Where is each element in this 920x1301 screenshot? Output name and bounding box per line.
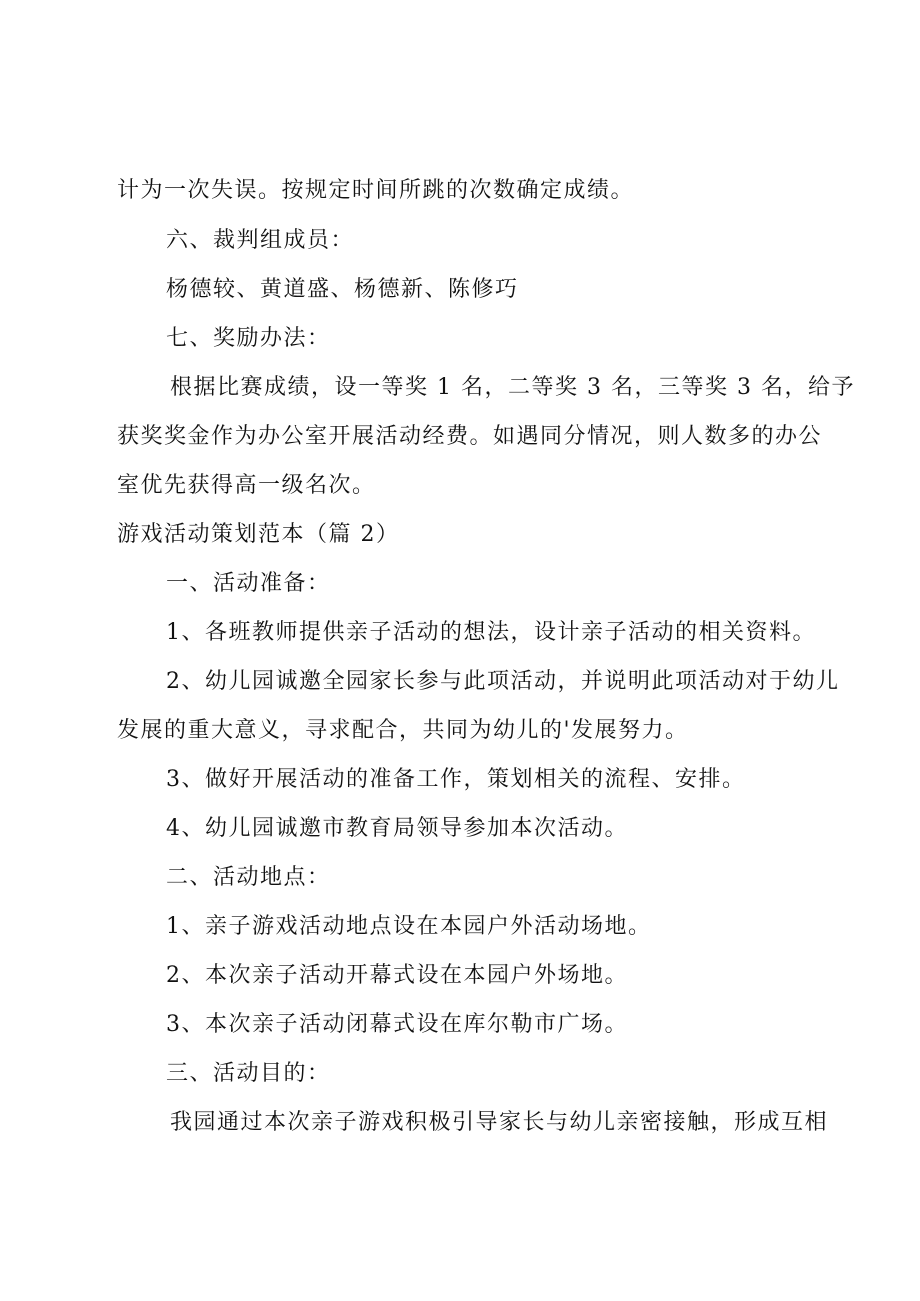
list-item: 1、各班教师提供亲子活动的想法，设计亲子活动的相关资料。 xyxy=(166,620,816,645)
body-text-line: 获奖奖金作为办公室开展活动经费。如遇同分情况，则人数多的办公 xyxy=(117,424,823,449)
list-item: 3、做好开展活动的准备工作，策划相关的流程、安排。 xyxy=(166,767,746,792)
section-heading: 三、活动目的： xyxy=(166,1061,331,1086)
body-text-line: 室优先获得高一级名次。 xyxy=(117,473,376,498)
section-heading: 七、奖励办法： xyxy=(166,326,331,351)
body-text-line: 发展的重大意义，寻求配合，共同为幼儿的'发展努力。 xyxy=(117,718,689,743)
list-item: 1、亲子游戏活动地点设在本园户外活动场地。 xyxy=(166,914,652,939)
list-item: 3、本次亲子活动闭幕式设在库尔勒市广场。 xyxy=(166,1012,628,1037)
body-text-line: 杨德较、黄道盛、杨德新、陈修巧 xyxy=(166,277,519,302)
body-text-line: 根据比赛成绩，设一等奖 1 名，二等奖 3 名，三等奖 3 名，给予 xyxy=(170,375,855,400)
section-heading: 六、裁判组成员： xyxy=(166,228,355,253)
list-item: 2、本次亲子活动开幕式设在本园户外场地。 xyxy=(166,963,628,988)
list-item: 2、幼儿园诚邀全园家长参与此项活动，并说明此项活动对于幼儿 xyxy=(166,669,840,694)
section-heading: 二、活动地点： xyxy=(166,865,331,890)
body-text-line: 我园通过本次亲子游戏积极引导家长与幼儿亲密接触，形成互相 xyxy=(170,1110,829,1135)
body-text-line: 计为一次失误。按规定时间所跳的次数确定成绩。 xyxy=(117,178,635,203)
section-heading: 一、活动准备： xyxy=(166,571,331,596)
document-title: 游戏活动策划范本（篇 2） xyxy=(117,522,400,547)
list-item: 4、幼儿园诚邀市教育局领导参加本次活动。 xyxy=(166,816,628,841)
